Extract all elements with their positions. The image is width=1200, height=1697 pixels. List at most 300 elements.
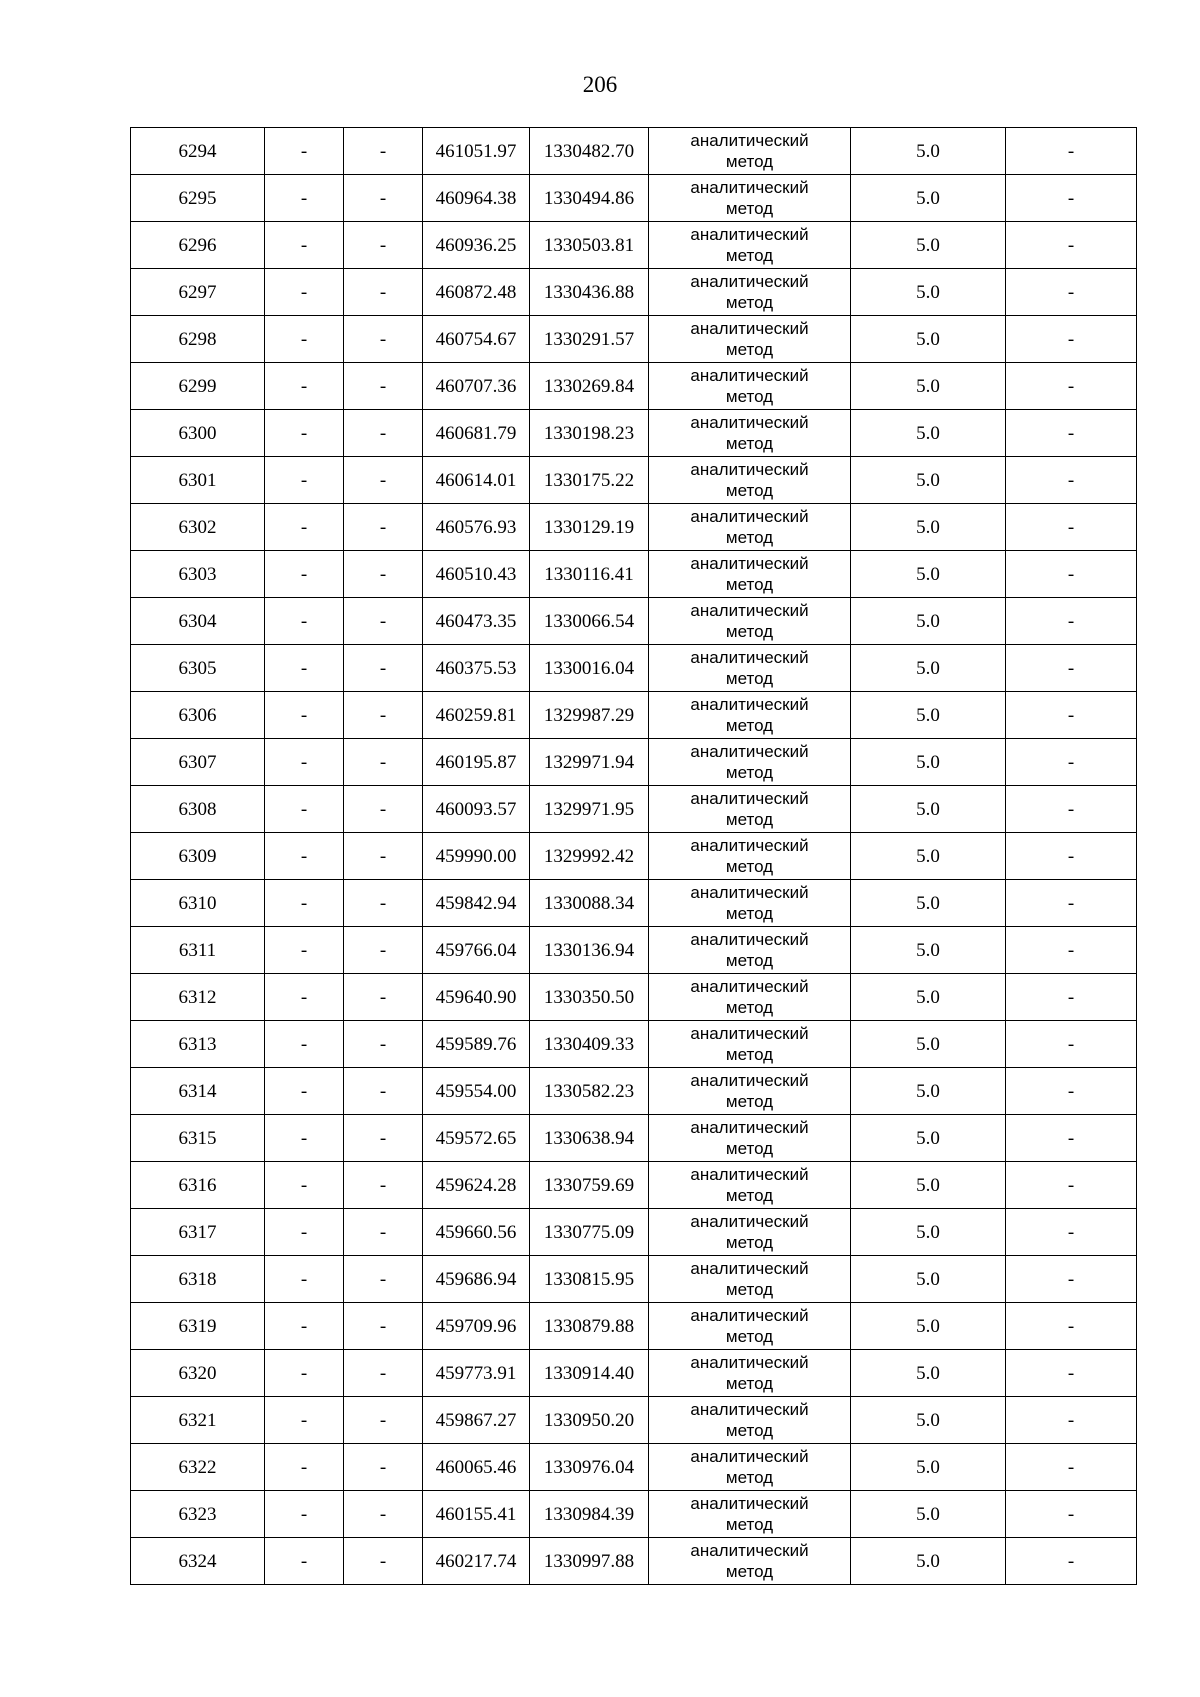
empty-value-cell: - [344,1444,423,1491]
point-number-cell: 6322 [131,1444,265,1491]
accuracy-cell: 5.0 [851,598,1006,645]
accuracy-cell: 5.0 [851,269,1006,316]
accuracy-cell: 5.0 [851,1350,1006,1397]
y-coordinate-cell: 1330815.95 [530,1256,649,1303]
y-coordinate-cell: 1330775.09 [530,1209,649,1256]
empty-value-cell: - [344,1538,423,1585]
x-coordinate-cell: 460681.79 [423,410,530,457]
method-cell [649,1021,851,1068]
accuracy-cell: 5.0 [851,927,1006,974]
empty-value-cell: - [344,1021,423,1068]
table-row [131,692,1137,739]
empty-value-cell: - [265,1444,344,1491]
method-cell [649,1303,851,1350]
coordinates-table [130,127,1137,1585]
empty-value-cell: - [1006,269,1137,316]
method-cell [649,410,851,457]
empty-value-cell: - [344,974,423,1021]
x-coordinate-cell: 461051.97 [423,128,530,175]
method-text-line-2: метод [725,199,774,218]
method-text-line-1: аналитический [690,272,809,291]
x-coordinate-cell: 459686.94 [423,1256,530,1303]
x-coordinate-cell: 459640.90 [423,974,530,1021]
table-row [131,1350,1137,1397]
method-text-line-2: метод [725,1421,774,1440]
accuracy-cell: 5.0 [851,739,1006,786]
empty-value-cell: - [1006,175,1137,222]
method-cell [649,316,851,363]
method-cell [649,786,851,833]
empty-value-cell: - [344,410,423,457]
empty-value-cell: - [265,457,344,504]
empty-value-cell: - [1006,1115,1137,1162]
table-row [131,504,1137,551]
accuracy-cell: 5.0 [851,457,1006,504]
table-row [131,833,1137,880]
y-coordinate-cell: 1330116.41 [530,551,649,598]
x-coordinate-cell: 459572.65 [423,1115,530,1162]
method-cell [649,1444,851,1491]
empty-value-cell: - [1006,1256,1137,1303]
empty-value-cell: - [344,504,423,551]
empty-value-cell: - [344,927,423,974]
empty-value-cell: - [265,1538,344,1585]
y-coordinate-cell: 1330503.81 [530,222,649,269]
empty-value-cell: - [1006,410,1137,457]
method-text-line-2: метод [725,1515,774,1534]
method-text-line-2: метод [725,716,774,735]
empty-value-cell: - [344,269,423,316]
method-cell [649,1209,851,1256]
table-row [131,880,1137,927]
point-number-cell: 6324 [131,1538,265,1585]
empty-value-cell: - [1006,1350,1137,1397]
method-text-line-2: метод [725,1562,774,1581]
empty-value-cell: - [265,645,344,692]
point-number-cell: 6297 [131,269,265,316]
method-text-line-2: метод [725,904,774,923]
method-text-line-1: аналитический [690,1259,809,1278]
empty-value-cell: - [1006,222,1137,269]
method-text-line-2: метод [725,1092,774,1111]
method-text-line-2: метод [725,1374,774,1393]
empty-value-cell: - [1006,128,1137,175]
method-text-line-1: аналитический [690,1118,809,1137]
method-text-line-2: метод [725,998,774,1017]
empty-value-cell: - [265,1115,344,1162]
point-number-cell: 6320 [131,1350,265,1397]
method-text-line-1: аналитический [690,601,809,620]
y-coordinate-cell: 1330016.04 [530,645,649,692]
empty-value-cell: - [265,410,344,457]
x-coordinate-cell: 459660.56 [423,1209,530,1256]
x-coordinate-cell: 460093.57 [423,786,530,833]
table-row [131,786,1137,833]
y-coordinate-cell: 1330409.33 [530,1021,649,1068]
accuracy-cell: 5.0 [851,1068,1006,1115]
table-row [131,457,1137,504]
method-text-line-1: аналитический [690,789,809,808]
empty-value-cell: - [1006,786,1137,833]
method-text-line-1: аналитический [690,507,809,526]
point-number-cell: 6294 [131,128,265,175]
accuracy-cell: 5.0 [851,128,1006,175]
accuracy-cell: 5.0 [851,880,1006,927]
empty-value-cell: - [344,692,423,739]
method-text-line-1: аналитический [690,1212,809,1231]
x-coordinate-cell: 459554.00 [423,1068,530,1115]
empty-value-cell: - [1006,457,1137,504]
table-row [131,645,1137,692]
point-number-cell: 6301 [131,457,265,504]
point-number-cell: 6318 [131,1256,265,1303]
empty-value-cell: - [265,128,344,175]
method-text-line-2: метод [725,387,774,406]
accuracy-cell: 5.0 [851,363,1006,410]
empty-value-cell: - [1006,1444,1137,1491]
x-coordinate-cell: 460375.53 [423,645,530,692]
table-row [131,269,1137,316]
method-text-line-2: метод [725,622,774,641]
table-row [131,739,1137,786]
point-number-cell: 6316 [131,1162,265,1209]
method-text-line-2: метод [725,763,774,782]
empty-value-cell: - [265,175,344,222]
accuracy-cell: 5.0 [851,1209,1006,1256]
empty-value-cell: - [344,316,423,363]
y-coordinate-cell: 1330950.20 [530,1397,649,1444]
accuracy-cell: 5.0 [851,1256,1006,1303]
method-text-line-1: аналитический [690,1494,809,1513]
method-text-line-1: аналитический [690,883,809,902]
method-cell [649,739,851,786]
x-coordinate-cell: 460259.81 [423,692,530,739]
empty-value-cell: - [1006,504,1137,551]
empty-value-cell: - [265,739,344,786]
point-number-cell: 6296 [131,222,265,269]
method-text-line-1: аналитический [690,131,809,150]
empty-value-cell: - [265,598,344,645]
empty-value-cell: - [265,363,344,410]
x-coordinate-cell: 460473.35 [423,598,530,645]
accuracy-cell: 5.0 [851,1444,1006,1491]
empty-value-cell: - [344,222,423,269]
accuracy-cell: 5.0 [851,1538,1006,1585]
x-coordinate-cell: 460195.87 [423,739,530,786]
method-cell [649,645,851,692]
method-cell [649,269,851,316]
empty-value-cell: - [1006,1021,1137,1068]
empty-value-cell: - [1006,1209,1137,1256]
table-row [131,1397,1137,1444]
empty-value-cell: - [265,786,344,833]
empty-value-cell: - [1006,880,1137,927]
method-cell [649,1491,851,1538]
point-number-cell: 6302 [131,504,265,551]
point-number-cell: 6313 [131,1021,265,1068]
empty-value-cell: - [344,786,423,833]
table-body [131,128,1137,1585]
accuracy-cell: 5.0 [851,410,1006,457]
empty-value-cell: - [265,692,344,739]
method-text-line-2: метод [725,810,774,829]
empty-value-cell: - [344,1350,423,1397]
x-coordinate-cell: 460155.41 [423,1491,530,1538]
x-coordinate-cell: 460510.43 [423,551,530,598]
method-cell [649,1397,851,1444]
y-coordinate-cell: 1330879.88 [530,1303,649,1350]
method-cell [649,1068,851,1115]
empty-value-cell: - [265,504,344,551]
accuracy-cell: 5.0 [851,1491,1006,1538]
x-coordinate-cell: 459624.28 [423,1162,530,1209]
empty-value-cell: - [265,222,344,269]
method-cell [649,927,851,974]
y-coordinate-cell: 1330482.70 [530,128,649,175]
method-text-line-2: метод [725,857,774,876]
method-text-line-2: метод [725,1327,774,1346]
empty-value-cell: - [1006,833,1137,880]
accuracy-cell: 5.0 [851,1397,1006,1444]
method-cell [649,1256,851,1303]
x-coordinate-cell: 459766.04 [423,927,530,974]
method-cell [649,1115,851,1162]
empty-value-cell: - [1006,692,1137,739]
table-row [131,598,1137,645]
table-row [131,551,1137,598]
y-coordinate-cell: 1330976.04 [530,1444,649,1491]
empty-value-cell: - [265,1397,344,1444]
point-number-cell: 6309 [131,833,265,880]
y-coordinate-cell: 1330582.23 [530,1068,649,1115]
empty-value-cell: - [1006,739,1137,786]
table-row [131,1538,1137,1585]
method-text-line-1: аналитический [690,1447,809,1466]
accuracy-cell: 5.0 [851,1021,1006,1068]
empty-value-cell: - [1006,316,1137,363]
empty-value-cell: - [265,833,344,880]
method-cell [649,1350,851,1397]
empty-value-cell: - [344,1115,423,1162]
y-coordinate-cell: 1329987.29 [530,692,649,739]
method-cell [649,880,851,927]
empty-value-cell: - [265,1068,344,1115]
empty-value-cell: - [344,175,423,222]
method-cell [649,1162,851,1209]
x-coordinate-cell: 460576.93 [423,504,530,551]
method-text-line-2: метод [725,1139,774,1158]
point-number-cell: 6307 [131,739,265,786]
method-text-line-2: метод [725,575,774,594]
y-coordinate-cell: 1329992.42 [530,833,649,880]
method-text-line-1: аналитический [690,178,809,197]
empty-value-cell: - [265,269,344,316]
point-number-cell: 6317 [131,1209,265,1256]
empty-value-cell: - [344,739,423,786]
point-number-cell: 6303 [131,551,265,598]
y-coordinate-cell: 1330350.50 [530,974,649,1021]
table-row [131,1444,1137,1491]
point-number-cell: 6310 [131,880,265,927]
empty-value-cell: - [265,1209,344,1256]
empty-value-cell: - [344,457,423,504]
empty-value-cell: - [344,833,423,880]
accuracy-cell: 5.0 [851,692,1006,739]
method-text-line-1: аналитический [690,413,809,432]
empty-value-cell: - [344,645,423,692]
method-text-line-1: аналитический [690,1071,809,1090]
method-cell [649,363,851,410]
empty-value-cell: - [1006,1491,1137,1538]
table-row [131,1115,1137,1162]
y-coordinate-cell: 1330638.94 [530,1115,649,1162]
y-coordinate-cell: 1330759.69 [530,1162,649,1209]
empty-value-cell: - [265,1256,344,1303]
method-cell [649,222,851,269]
point-number-cell: 6295 [131,175,265,222]
empty-value-cell: - [265,1162,344,1209]
empty-value-cell: - [1006,645,1137,692]
y-coordinate-cell: 1330984.39 [530,1491,649,1538]
method-cell [649,974,851,1021]
method-cell [649,1538,851,1585]
accuracy-cell: 5.0 [851,786,1006,833]
method-text-line-1: аналитический [690,648,809,667]
x-coordinate-cell: 459709.96 [423,1303,530,1350]
method-text-line-1: аналитический [690,1024,809,1043]
point-number-cell: 6312 [131,974,265,1021]
x-coordinate-cell: 460964.38 [423,175,530,222]
y-coordinate-cell: 1330291.57 [530,316,649,363]
y-coordinate-cell: 1330129.19 [530,504,649,551]
x-coordinate-cell: 459842.94 [423,880,530,927]
x-coordinate-cell: 460217.74 [423,1538,530,1585]
table-row [131,927,1137,974]
y-coordinate-cell: 1329971.94 [530,739,649,786]
method-text-line-1: аналитический [690,1541,809,1560]
empty-value-cell: - [265,1303,344,1350]
empty-value-cell: - [265,1350,344,1397]
empty-value-cell: - [1006,1397,1137,1444]
method-text-line-2: метод [725,1233,774,1252]
method-text-line-2: метод [725,669,774,688]
method-text-line-1: аналитический [690,1306,809,1325]
method-text-line-1: аналитический [690,319,809,338]
method-text-line-1: аналитический [690,836,809,855]
accuracy-cell: 5.0 [851,1115,1006,1162]
method-text-line-1: аналитический [690,695,809,714]
accuracy-cell: 5.0 [851,974,1006,1021]
method-text-line-1: аналитический [690,460,809,479]
x-coordinate-cell: 459589.76 [423,1021,530,1068]
table-row [131,222,1137,269]
method-cell [649,175,851,222]
empty-value-cell: - [344,880,423,927]
empty-value-cell: - [265,551,344,598]
empty-value-cell: - [344,1303,423,1350]
y-coordinate-cell: 1330198.23 [530,410,649,457]
page-number: 206 [582,72,618,97]
accuracy-cell: 5.0 [851,645,1006,692]
method-text-line-1: аналитический [690,930,809,949]
empty-value-cell: - [344,128,423,175]
method-text-line-1: аналитический [690,1353,809,1372]
x-coordinate-cell: 459990.00 [423,833,530,880]
point-number-cell: 6321 [131,1397,265,1444]
point-number-cell: 6305 [131,645,265,692]
table-row [131,128,1137,175]
table-row [131,363,1137,410]
x-coordinate-cell: 460707.36 [423,363,530,410]
empty-value-cell: - [1006,1538,1137,1585]
point-number-cell: 6315 [131,1115,265,1162]
empty-value-cell: - [344,1209,423,1256]
table-row [131,1021,1137,1068]
method-text-line-2: метод [725,152,774,171]
y-coordinate-cell: 1330997.88 [530,1538,649,1585]
empty-value-cell: - [265,316,344,363]
method-text-line-2: метод [725,246,774,265]
empty-value-cell: - [344,363,423,410]
method-text-line-1: аналитический [690,1165,809,1184]
point-number-cell: 6306 [131,692,265,739]
empty-value-cell: - [344,1162,423,1209]
y-coordinate-cell: 1330914.40 [530,1350,649,1397]
empty-value-cell: - [1006,363,1137,410]
x-coordinate-cell: 460754.67 [423,316,530,363]
table-row [131,1303,1137,1350]
empty-value-cell: - [344,598,423,645]
method-text-line-1: аналитический [690,742,809,761]
empty-value-cell: - [265,927,344,974]
empty-value-cell: - [1006,551,1137,598]
table-row [131,1256,1137,1303]
y-coordinate-cell: 1330436.88 [530,269,649,316]
method-text-line-2: метод [725,1045,774,1064]
empty-value-cell: - [1006,1162,1137,1209]
point-number-cell: 6314 [131,1068,265,1115]
empty-value-cell: - [265,1021,344,1068]
empty-value-cell: - [1006,974,1137,1021]
method-cell [649,833,851,880]
empty-value-cell: - [265,974,344,1021]
x-coordinate-cell: 460936.25 [423,222,530,269]
empty-value-cell: - [344,1256,423,1303]
accuracy-cell: 5.0 [851,833,1006,880]
x-coordinate-cell: 459867.27 [423,1397,530,1444]
empty-value-cell: - [344,1397,423,1444]
method-text-line-2: метод [725,293,774,312]
point-number-cell: 6299 [131,363,265,410]
method-text-line-1: аналитический [690,554,809,573]
empty-value-cell: - [344,1491,423,1538]
y-coordinate-cell: 1330494.86 [530,175,649,222]
empty-value-cell: - [1006,1068,1137,1115]
method-text-line-1: аналитический [690,1400,809,1419]
y-coordinate-cell: 1330136.94 [530,927,649,974]
x-coordinate-cell: 459773.91 [423,1350,530,1397]
x-coordinate-cell: 460065.46 [423,1444,530,1491]
method-text-line-2: метод [725,340,774,359]
empty-value-cell: - [344,551,423,598]
table-row [131,1209,1137,1256]
method-text-line-1: аналитический [690,366,809,385]
accuracy-cell: 5.0 [851,316,1006,363]
table-row [131,410,1137,457]
x-coordinate-cell: 460614.01 [423,457,530,504]
empty-value-cell: - [1006,1303,1137,1350]
accuracy-cell: 5.0 [851,1303,1006,1350]
